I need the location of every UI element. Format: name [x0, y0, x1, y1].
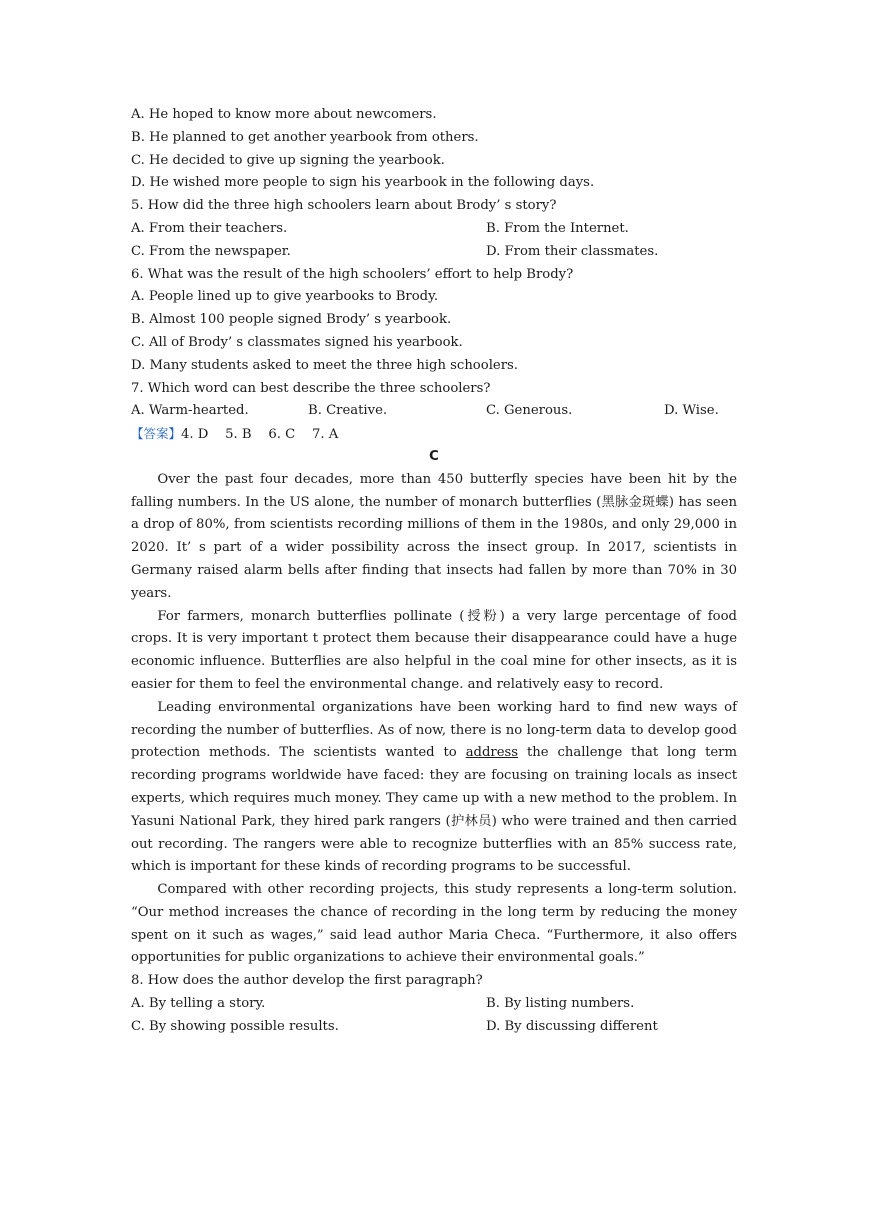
passage-paragraph-3 — [131, 697, 737, 879]
q7-option-b: B. Creative. — [308, 403, 388, 419]
q8-option-b: B. By listing numbers. — [486, 996, 635, 1012]
q5-option-a: A. From their teachers. — [131, 220, 288, 236]
passage-paragraph-1: Over the past four decades, more than 450 butterfly species have been hit by the falling numbers. In the US alone, the number of monarch butterflies (黑脉金斑蝶) has seen a drop of 80%, from scientists recording millions of them in the 1980s, and only 29,000 in 2020. It’ s part of a wider possibility across the insect group. In 2017, scientists in Germany raised alarm bells after finding that insects had fallen by more than 70% in 30 years. — [131, 471, 737, 601]
q7-option-c: C. Generous. — [486, 403, 573, 419]
q5-option-b: B. From the Internet. — [486, 220, 629, 236]
q5-options-row2 — [131, 241, 737, 264]
q6-option-c: C. All of Brody’ s classmates signed his yearbook. — [131, 334, 463, 350]
q5-stem: 5. How did the three high schoolers learn about Brody’ s story? — [131, 198, 557, 214]
answer-text: 4. D 5. B 6. C 7. A — [181, 427, 339, 443]
section-heading: C — [429, 448, 439, 464]
q4-option-a: A. He hoped to know more about newcomers. — [131, 107, 437, 122]
question-5 — [131, 195, 737, 263]
q8-options-row1 — [131, 993, 737, 1016]
q8-option-d: D. By discussing different — [486, 1018, 658, 1034]
underlined-word: address — [465, 745, 519, 761]
passage-paragraph-2: For farmers, monarch butterflies pollinate (授粉) a very large percentage of food crops. It is very important t protect them because their disappearance could have a huge economic influence. Butterflies are also helpful in the coal mine for other insects, as it is easier for them to feel the environmental change. and relatively easy to record. — [131, 608, 737, 692]
q7-option-a: A. Warm-hearted. — [131, 403, 249, 419]
answer-key — [131, 423, 737, 446]
q4-options — [131, 104, 737, 195]
q8-stem: 8. How does the author develop the first paragraph? — [131, 973, 483, 989]
q6-stem: 6. What was the result of the high schoolers’ effort to help Brody? — [131, 266, 574, 282]
answer-tag: 【答案】 — [131, 426, 182, 442]
q4-option-b: B. He planned to get another yearbook from others. — [131, 129, 479, 145]
question-8 — [131, 970, 737, 1038]
question-6 — [131, 264, 737, 378]
q6-option-d: D. Many students asked to meet the three high schoolers. — [131, 357, 518, 373]
q7-options-row — [131, 400, 737, 423]
q8-option-a: A. By telling a story. — [131, 996, 266, 1012]
question-7 — [131, 378, 737, 424]
document-page — [131, 104, 737, 1039]
q5-option-d: D. From their classmates. — [486, 243, 659, 259]
q6-option-a: A. People lined up to give yearbooks to Brody. — [131, 289, 439, 305]
q5-option-c: C. From the newspaper. — [131, 243, 291, 259]
q6-option-b: B. Almost 100 people signed Brody’ s yearbook. — [131, 312, 452, 328]
q8-option-c: C. By showing possible results. — [131, 1018, 339, 1034]
passage-paragraph-4: Compared with other recording projects, this study represents a long-term solution. “Our method increases the chance of recording in the long term by reducing the money spent on it such as wages,” said lead author Maria Checa. “Furthermore, it also offers opportunities for public organizations to achieve their environmental goals.” — [131, 882, 737, 966]
q7-stem: 7. Which word can best describe the three schoolers? — [131, 380, 491, 396]
q7-option-d: D. Wise. — [664, 403, 719, 419]
p3-before: Leading environmental organizations have been working hard to find new ways of recording the number of butterflies. As of now, there is no long-term data to develop good protection methods. The scientists wanted to — [131, 699, 737, 761]
p3-after: the challenge that long term recording programs worldwide have faced: they are focusing on training locals as insect experts, which requires much money. They came up with a new method to the problem. In Yasuni National Park, they hired park rangers (护林员) who were trained and then carried out recording. The rangers were able to recognize butterflies with an 85% success rate, which is important for these kinds of recording programs to be successful. — [131, 745, 737, 875]
q4-option-d: D. He wished more people to sign his yearbook in the following days. — [131, 175, 595, 191]
q8-options-row2 — [131, 1016, 737, 1039]
q5-options-row1 — [131, 218, 737, 241]
q4-option-c: C. He decided to give up signing the yearbook. — [131, 152, 445, 168]
